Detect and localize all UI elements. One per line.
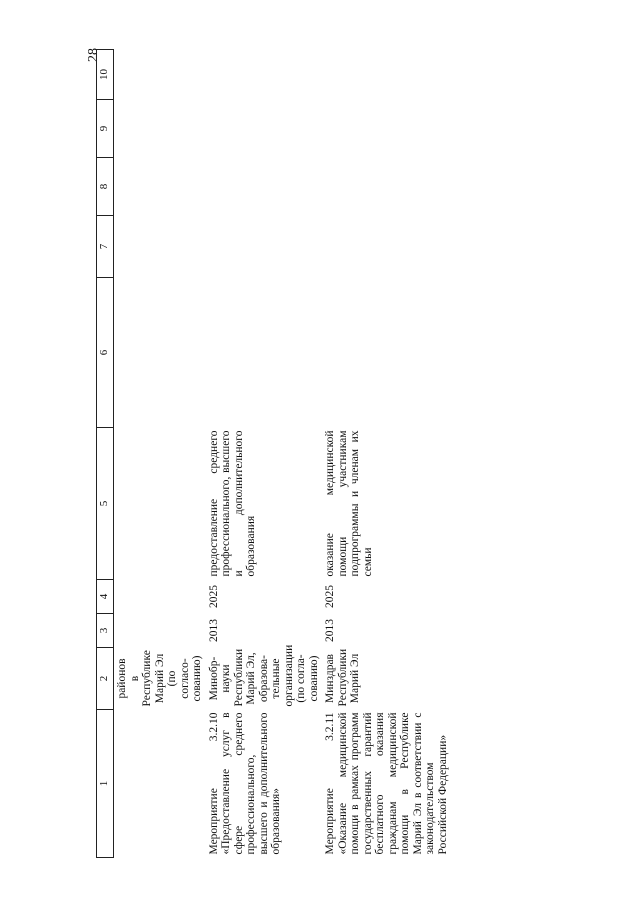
result-cell	[114, 428, 206, 580]
column-number: 4	[97, 580, 114, 614]
table-row	[206, 50, 323, 858]
empty-cell	[206, 100, 323, 158]
empty-cell	[114, 100, 206, 158]
start-year-cell: 2013	[324, 619, 336, 642]
end-year-cell	[114, 580, 206, 614]
empty-cell	[114, 158, 206, 216]
empty-cell	[322, 278, 451, 428]
column-number: 9	[97, 100, 114, 158]
end-year-cell: 2025	[324, 585, 336, 608]
empty-cell	[322, 50, 451, 100]
empty-cell	[206, 278, 323, 428]
empty-cell	[206, 216, 323, 278]
column-number: 1	[97, 710, 114, 858]
empty-cell	[322, 100, 451, 158]
start-year-cell	[114, 614, 206, 648]
result-cell: предоставление среднего профессионального, высшего и дополнительного образования	[207, 430, 257, 577]
activity-cell: Мероприятие 3.2.11 «Оказание медицинской помощи в рамках программ государственных гарантий бесплатного оказания гражданам медицинской помощи в Республике Марий Эл в соответствии с законодательством Российской Федерации»	[324, 712, 449, 855]
empty-cell	[114, 50, 206, 100]
empty-cell	[322, 158, 451, 216]
empty-cell	[206, 158, 323, 216]
rotated-page	[96, 50, 639, 858]
column-number: 3	[97, 614, 114, 648]
activity-cell	[114, 710, 206, 858]
column-number: 5	[97, 428, 114, 580]
executor-cell: Минздрав Республики Марий Эл	[324, 648, 361, 707]
column-number: 6	[97, 278, 114, 428]
empty-cell	[114, 216, 206, 278]
column-number-row	[97, 50, 114, 858]
start-year-cell: 2013	[207, 619, 220, 642]
page-number: 28	[86, 48, 101, 62]
table-row	[322, 50, 451, 858]
executor-cell: районов в Республике Марий Эл (по согласо- сованию)	[116, 650, 203, 707]
column-number: 7	[97, 216, 114, 278]
end-year-cell: 2025	[207, 585, 220, 608]
activity-cell: Мероприятие 3.2.10 «Предоставление услуг в сфере среднего профессионального, высшего и дополнительного образования»	[207, 712, 282, 855]
table-row	[114, 50, 206, 858]
empty-cell	[322, 216, 451, 278]
empty-cell	[206, 50, 323, 100]
column-number: 8	[97, 158, 114, 216]
column-number: 2	[97, 648, 114, 710]
table-header	[97, 50, 114, 858]
table-body	[114, 50, 452, 858]
executor-cell: Минобр- науки Республики Марий Эл, образова- тельные организации (по согла- сованию)	[207, 644, 320, 707]
column-number: 10	[97, 50, 114, 100]
result-cell: оказание медицинской помощи участникам подпрограммы и членам их семьи	[324, 430, 374, 577]
empty-cell	[114, 278, 206, 428]
program-table	[96, 49, 451, 858]
